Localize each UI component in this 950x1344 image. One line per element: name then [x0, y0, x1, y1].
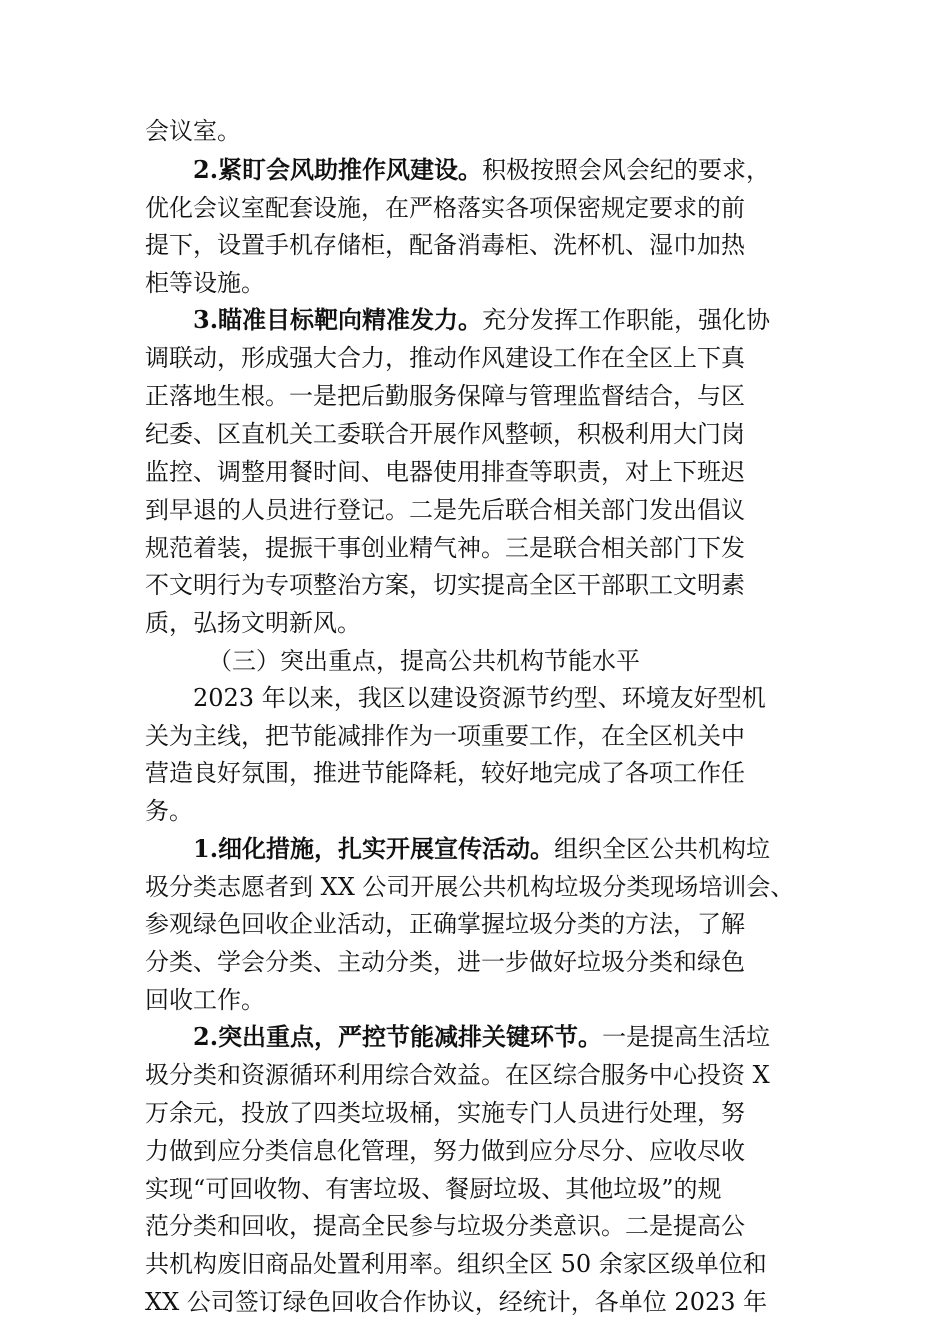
text-line-22: 参观绿色回收企业活动，正确掌握垃圾分类的方法，了解 [145, 910, 745, 938]
subheading-2-meeting-style: 2.紧盯会风助推作风建设。积极按照会风会纪的要求， [193, 155, 771, 184]
text-line-4: 提下，设置手机存储柜，配备消毒柜、洗杯机、湿巾加热 [145, 231, 745, 259]
text-line-19: 务。 [145, 797, 193, 825]
text-line-28: 力做到应分类信息化管理，努力做到应分尽分、应收尽收 [145, 1137, 745, 1165]
text-line-29: 实现“可回收物、有害垃圾、餐厨垃圾、其他垃圾”的规 [145, 1175, 722, 1203]
text-line-32: XX 公司签订绿色回收合作协议，经统计，各单位 2023 年 [145, 1288, 768, 1316]
subheading-1-publicity: 1.细化措施，扎实开展宣传活动。组织全区公共机构垃 [193, 834, 771, 863]
text-line-9: 纪委、区直机关工委联合开展作风整顿，积极利用大门岗 [145, 420, 745, 448]
text-line-18: 营造良好氛围，推进节能降耗，较好地完成了各项工作任 [145, 759, 745, 787]
text-line-8: 正落地生根。一是把后勤服务保障与管理监督结合，与区 [145, 382, 745, 410]
text-line-1: 会议室。 [145, 117, 241, 145]
text-line-7: 调联动，形成强大合力，推动作风建设工作在全区上下真 [145, 344, 745, 372]
text-line-11: 到早退的人员进行登记。二是先后联合相关部门发出倡议 [145, 496, 745, 524]
text-line-30: 范分类和回收，提高全民参与垃圾分类意识。二是提高公 [145, 1212, 745, 1240]
text-line-21: 圾分类志愿者到 XX 公司开展公共机构垃圾分类现场培训会、 [145, 873, 795, 901]
section-heading-3: （三）突出重点，提高公共机构节能水平 [208, 647, 640, 675]
text-line-12: 规范着装，提振干事创业精气神。三是联合相关部门下发 [145, 534, 745, 562]
text-line-5: 柜等设施。 [145, 269, 265, 297]
text-line-26: 圾分类和资源循环利用综合效益。在区综合服务中心投资 X [145, 1061, 770, 1089]
subheading-3-target-focus: 3.瞄准目标靶向精准发力。充分发挥工作职能，强化协 [193, 305, 771, 334]
subheading-2-energy-saving: 2.突出重点，严控节能减排关键环节。一是提高生活垃 [193, 1022, 771, 1051]
text-line-3: 优化会议室配套设施，在严格落实各项保密规定要求的前 [145, 194, 745, 222]
text-line-24: 回收工作。 [145, 986, 265, 1014]
text-line-14: 质，弘扬文明新风。 [145, 609, 361, 637]
text-line-23: 分类、学会分类、主动分类，进一步做好垃圾分类和绿色 [145, 948, 745, 976]
text-line-16: 2023 年以来，我区以建设资源节约型、环境友好型机 [193, 684, 766, 712]
text-line-10: 监控、调整用餐时间、电器使用排查等职责，对上下班迟 [145, 458, 745, 486]
text-line-31: 共机构废旧商品处置利用率。组织全区 50 余家区级单位和 [145, 1250, 767, 1278]
text-line-13: 不文明行为专项整治方案，切实提高全区干部职工文明素 [145, 571, 745, 599]
text-line-27: 万余元，投放了四类垃圾桶，实施专门人员进行处理，努 [145, 1099, 745, 1127]
text-line-17: 关为主线，把节能减排作为一项重要工作，在全区机关中 [145, 722, 745, 750]
